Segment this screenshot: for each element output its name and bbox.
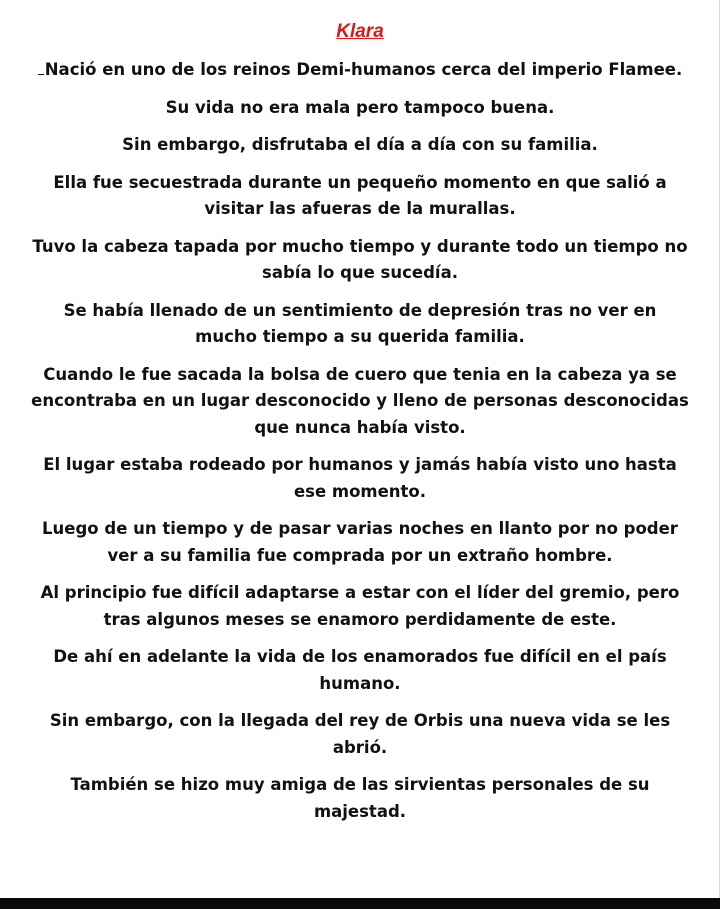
paragraph-8: El lugar estaba rodeado por humanos y jamás había visto uno hasta ese momento. [43,455,677,501]
paragraph-7: Cuando le fue sacada la bolsa de cuero que tenia en la cabeza ya se encontraba en un lugar desconocido y lleno de personas desconocidas que nunca había visto. [31,364,689,437]
paragraph-1-text: Nació en uno de los reinos Demi-humanos cerca del imperio Flamee. [44,60,683,79]
paragraph-13: También se hizo muy amiga de las sirvientas personales de su majestad. [70,775,650,821]
cursor-mark [38,59,44,75]
paragraph-4: Ella fue secuestrada durante un pequeño momento en que salió a visitar las afueras de la murallas. [53,172,667,218]
paragraph-10: Al principio fue difícil adaptarse a estar con el líder del gremio, pero tras algunos meses se enamoro perdidamente de este. [40,583,680,629]
paragraph-12: Sin embargo, con la llegada del rey de Orbis una nueva vida se les abrió. [49,711,671,757]
paragraph-11: De ahí en adelante la vida de los enamorados fue difícil en el país humano. [53,647,667,693]
paragraph-1 [30,57,690,84]
bottom-bar [0,898,720,909]
paragraph-6: Se había llenado de un sentimiento de depresión tras no ver en mucho tiempo a su querida familia. [63,300,657,346]
paragraph-2: Su vida no era mala pero tampoco buena. [165,97,555,117]
document-title: Klara [336,21,384,42]
paragraph-9: Luego de un tiempo y de pasar varias noches en llanto por no poder ver a su familia fue comprada por un extraño hombre. [42,519,678,565]
paragraph-3: Sin embargo, disfrutaba el día a día con su familia. [122,135,598,154]
paragraph-5: Tuvo la cabeza tapada por mucho tiempo y durante todo un tiempo no sabía lo que sucedía. [32,236,688,282]
document-body [30,57,690,836]
